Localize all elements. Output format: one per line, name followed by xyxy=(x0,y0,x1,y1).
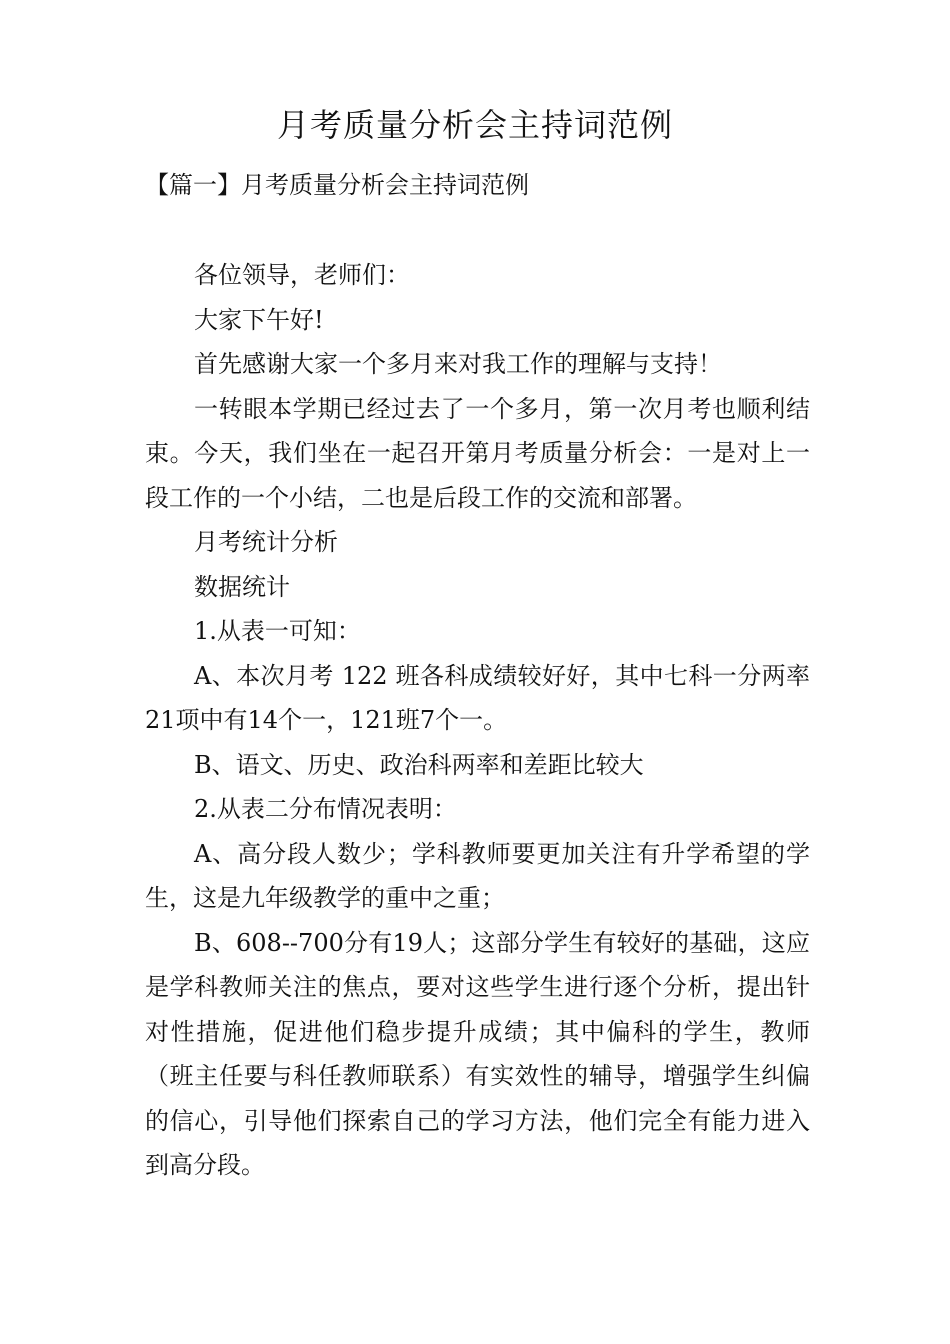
paragraph-subheading-analysis: 月考统计分析 xyxy=(194,528,338,556)
paragraph-item-2: 2.从表二分布情况表明： xyxy=(194,795,457,823)
paragraph-thanks: 首先感谢大家一个多月来对我工作的理解与支持！ xyxy=(194,350,722,378)
paragraph-salutation: 大家下午好! xyxy=(194,305,324,334)
document-title: 月考质量分析会主持词范例 xyxy=(276,106,673,144)
paragraph-item-1: 1.从表一可知： xyxy=(194,617,361,645)
paragraph-greeting: 各位领导，老师们： xyxy=(194,261,410,289)
paragraph-item-2b: B、608--700分有19人；这部分学生有较好的基础，这应是学科教师关注的焦点，要对这些学生进行逐个分析，提出针对性措施，促进他们稳步提升成绩；其中偏科的学生，教师（班主任要与科任教师联系）有实效性的辅导，增强学生纠偏的信心，引导他们探索自己的学习方法，他们完全有能力进入到高分段。 xyxy=(145,928,810,1179)
paragraph-item-2a: A、高分段人数少；学科教师要更加关注有升学希望的学生，这是九年级教学的重中之重； xyxy=(145,839,810,912)
paragraph-item-1b: B、语文、历史、政治科两率和差距比较大 xyxy=(194,750,644,779)
section-heading: 【篇一】月考质量分析会主持词范例 xyxy=(145,171,529,199)
document-body xyxy=(145,253,810,1188)
paragraph-intro: 一转眼本学期已经过去了一个多月，第一次月考也顺利结束。今天，我们坐在一起召开第月考质量分析会：一是对上一段工作的一个小结，二也是后段工作的交流和部署。 xyxy=(145,394,810,512)
paragraph-item-1a: A、本次月考 122 班各科成绩较好好，其中七科一分两率21项中有14个一，121班7个一。 xyxy=(145,661,810,734)
paragraph-subheading-statistics: 数据统计 xyxy=(194,572,290,601)
